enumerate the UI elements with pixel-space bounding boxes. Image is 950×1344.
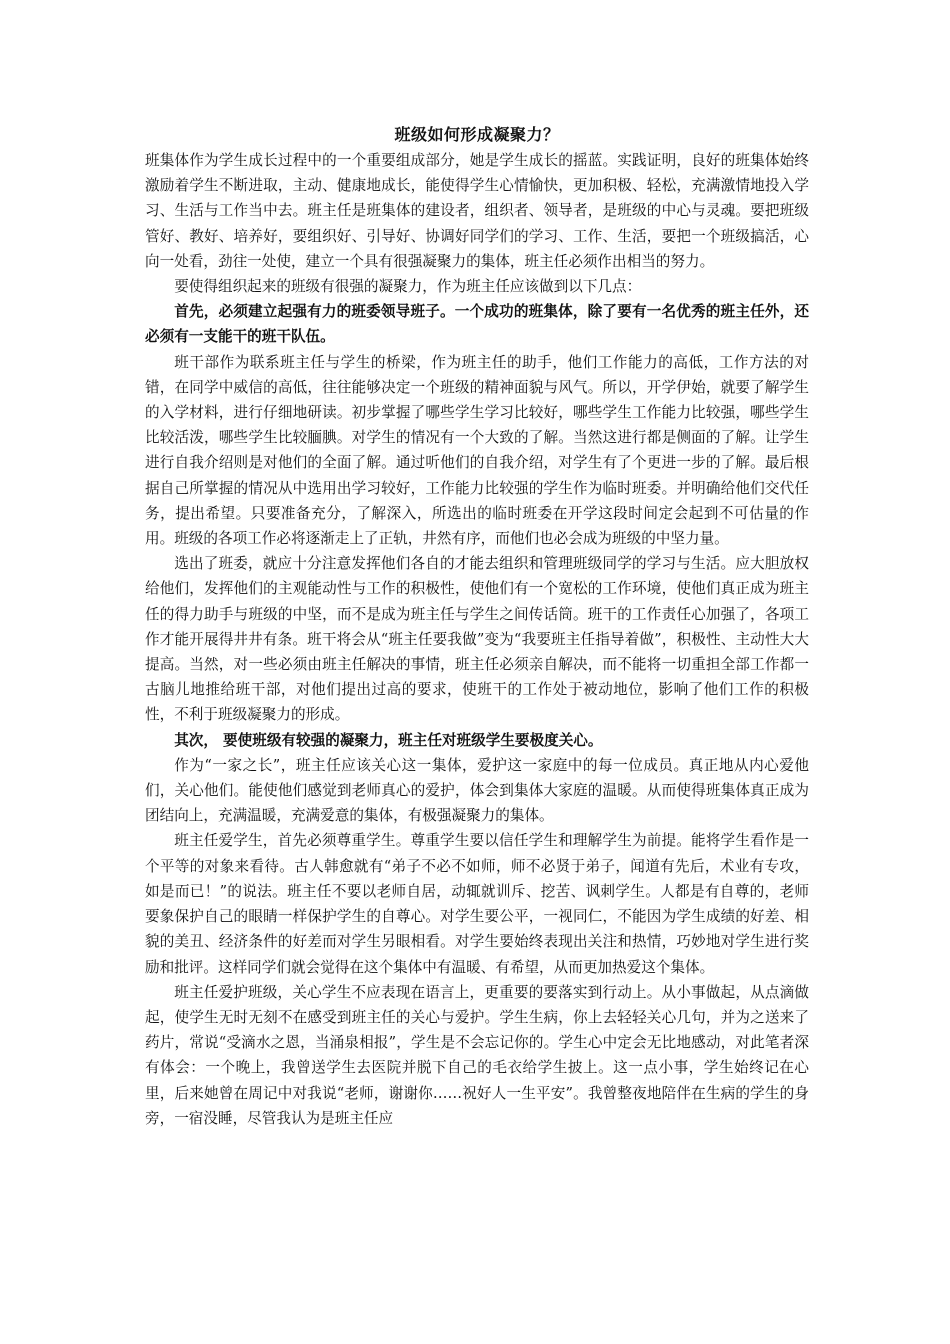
paragraph-head-of-family: 作为“一家之长”，班主任应该关心这一集体，爱护这一家庭中的每一位成员。真正地从内心爱他们，关心他们。能使他们感觉到老师真心的爱护，体会到集体大家庭的温暖。从而使得班集体真正成为团结向上，充满温暖，充满爱意的集体，有极强凝聚力的集体。: [145, 756, 809, 825]
paragraph-respect-students: 班主任爱学生，首先必须尊重学生。尊重学生要以信任学生和理解学生为前提。能将学生看作是一个平等的对象来看待。古人韩愈就有“弟子不必不如师，师不必贤于弟子，闻道有先后，术业有专攻，如是而已！”的说法。班主任不要以老师自居，动辄就训斥、挖苦、讽刺学生。人都是有自尊的，老师要象保护自己的眼睛一样保护学生的自尊心。对学生要公平，一视同仁，不能因为学生成绩的好差、相貌的美丑、经济条件的好差而对学生另眼相看。对学生要始终表现出关注和热情，巧妙地对学生进行奖励和批评。这样同学们就会觉得在这个集体中有温暖、有希望，从而更加热爱这个集体。: [145, 832, 809, 976]
document-page: [145, 122, 809, 1131]
paragraph-intro: 班集体作为学生成长过程中的一个重要组成部分，她是学生成长的摇蓝。实践证明，良好的班集体始终激励着学生不断进取，主动、健康地成长，能使得学生心情愉快，更加积极、轻松，充满激情地投入学习、生活与工作当中去。班主任是班集体的建设者，组织者、领导者，是班级的中心与灵魂。要把班级管好、教好、培养好，要组织好、引导好、协调好同学们的学习、工作、生活，要把一个班级搞活，心向一处看，劲往一处使，建立一个具有很强凝聚力的集体，班主任必须作出相当的努力。: [145, 152, 809, 270]
paragraph-care-in-action: 班主任爱护班级，关心学生不应表现在语言上，更重要的要落实到行动上。从小事做起，从点滴做起，使学生无时无刻不在感受到班主任的关心与爱护。学生生病，你上去轻轻关心几句，并为之送来了药片，常说“受滴水之恩，当涌泉相报”，学生是不会忘记你的。学生心中定会无比地感动，对此笔者深有体会：一个晚上，我曾送学生去医院并脱下自己的毛衣给学生披上。这一点小事，学生始终记在心里，后来她曾在周记中对我说“老师，谢谢你……祝好人一生平安”。我曾整夜地陪伴在生病的学生的身旁，一宿没睡，尽管我认为是班主任应: [145, 983, 809, 1127]
paragraph-empower-committee: 选出了班委，就应十分注意发挥他们各自的才能去组织和管理班级同学的学习与生活。应大胆放权给他们，发挥他们的主观能动性与工作的积极性，使他们有一个宽松的工作环境，使他们真正成为班主任的得力助手与班级的中坚，而不是成为班主任与学生之间传话筒。班干的工作责任心加强了，各项工作才能开展得井井有条。班干将会从“班主任要我做”变为“我要班主任指导着做”，积极性、主动性大大提高。当然，对一些必须由班主任解决的事情，班主任必须亲自解决，而不能将一切重担全部工作都一古脑儿地推给班干部，对他们提出过高的要求，使班干的工作处于被动地位，影响了他们工作的积极性，不利于班级凝聚力的形成。: [145, 555, 809, 724]
paragraph-first-point-heading: 首先，必须建立起强有力的班委领导班子。一个成功的班集体，除了要有一名优秀的班主任外，还必须有一支能干的班干队伍。: [145, 303, 809, 346]
paragraph-second-point-heading: 其次， 要使班级有较强的凝聚力，班主任对班级学生要极度关心。: [174, 731, 603, 749]
paragraph-class-cadres: 班干部作为联系班主任与学生的桥梁，作为班主任的助手，他们工作能力的高低，工作方法的对错，在同学中威信的高低，往往能够决定一个班级的精神面貌与风气。所以，开学伊始，就要了解学生的入学材料，进行仔细地研读。初步掌握了哪些学生学习比较好，哪些学生工作能力比较强，哪些学生比较活泼，哪些学生比较腼腆。对学生的情况有一个大致的了解。当然这进行都是侧面的了解。让学生进行自我介绍则是对他们的全面了解。通过听他们的自我介绍，对学生有了个更进一步的了解。最后根据自己所掌握的情况从中选用出学习较好，工作能力比较强的学生作为临时班委。并明确给他们交代任务，提出希望。只要准备充分，了解深入，所选出的临时班委在开学这段时间定会起到不可估量的作用。班级的各项工作必将逐渐走上了正轨，井然有序，而他们也必会成为班级的中坚力量。: [145, 353, 809, 548]
document-body: [145, 148, 809, 1131]
document-title: 班级如何形成凝聚力？: [394, 125, 560, 144]
paragraph-points-lead: 要使得组织起来的班级有很强的凝聚力，作为班主任应该做到以下几点：: [174, 278, 642, 296]
